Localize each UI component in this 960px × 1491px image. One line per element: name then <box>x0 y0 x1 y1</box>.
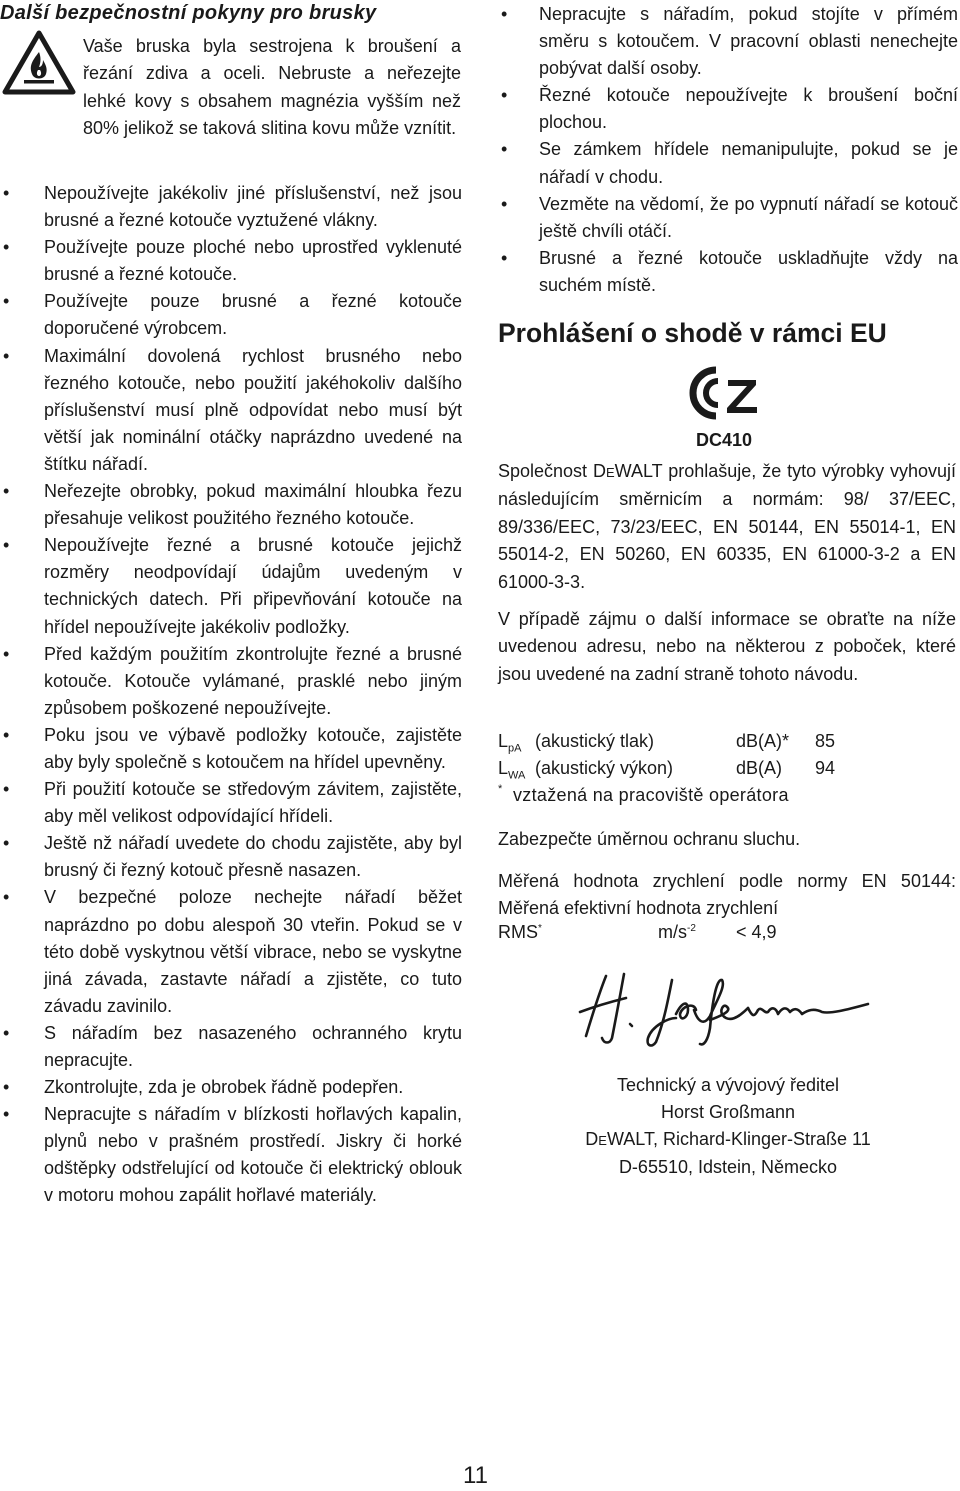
vibration-value-row: RMS* $m/s^{-2}$ < 4,9 <box>498 922 777 942</box>
model-number: DC410 <box>695 430 753 450</box>
list-item: • Nepracujte s nářadím v blízkosti hořlavých kapalin, plynů nebo v prašném prostředí. Jiskry či horké odštěpky odstřelující od kotouče či elektrický oblouk v motoru mohou zapálit hořlavé materiály. <box>0 1101 462 1209</box>
list-item: • Neřezejte obrobky, pokud maximální hloubka řezu přesahuje velikost použitého řezného kotouče. <box>0 478 462 532</box>
left-bullet-list <box>0 180 462 1210</box>
list-item: • Ještě nž nářadí uvedete do chodu zajistěte, aby byl brusný či řezný kotouč přesně nasazen. <box>0 830 462 884</box>
intro-text: Vaše bruska byla sestrojena k broušení a řezání zdiva a oceli. Nebruste a neřezejte lehké kovy s obsahem magnézia vyšším než 80% jelikož se taková slitina kovu může vznítit. <box>83 36 461 139</box>
signatory-block <box>498 1072 958 1181</box>
noise-table <box>498 728 958 809</box>
list-item: • Brusné a řezné kotouče uskladňujte vždy na suchém místě. <box>498 245 958 299</box>
list-item: • Poku jsou ve výbavě podložky kotouče, zajistěte aby byly společně s kotoučem na hřídel upevněny. <box>0 722 462 776</box>
declaration-title: Prohlášení o shodě v rámci EU <box>498 318 887 348</box>
hearing-protection-text: Zabezpečte úměrnou ochranu sluchu. <box>498 829 801 849</box>
list-item: • S nářadím bez nasazeného ochranného krytu nepracujte. <box>0 1020 462 1074</box>
compliance-text: Společnost DEWALT prohlašuje, že tyto výrobky vyhovují následujícím směrnicím a normám: 98/ 37/EEC, 89/336/EEC, 73/23/EEC, EN 50144, EN 55014-1, EN 55014-2, EN 50260, EN 60335, EN 61000-3-2 a EN 61000-3-3. <box>498 461 957 592</box>
contact-text: V případě zájmu o další informace se obraťte na níže uvedenou adresu, nebo na některou z poboček, které jsou uvedené na zadní straně tohoto návodu. <box>498 609 956 684</box>
list-item: • Zkontrolujte, zda je obrobek řádně podepřen. <box>0 1074 462 1101</box>
right-bullet-list <box>498 1 958 299</box>
fire-warning-icon <box>2 30 76 96</box>
company-address: DEWALT, Richard-Klinger-Straße 11 <box>585 1129 871 1149</box>
signature-image <box>576 966 876 1048</box>
page-number: 11 <box>463 1462 488 1489</box>
list-item: • Používejte pouze ploché nebo uprostřed vyklenuté brusné a řezné kotouče. <box>0 234 462 288</box>
list-item: • Před každým použitím zkontrolujte řezné a brusné kotouče. Kotouče vylámané, prasklé nebo jiným způsobem poškozené nepoužívejte. <box>0 641 462 722</box>
noise-footnote: * vztažená na pracoviště operátora <box>498 783 789 805</box>
list-item: • Při použití kotouče se středovým závitem, zajistěte, aby měl velikost odpovídající hřídeli. <box>0 776 462 830</box>
list-item: • Nepracujte s nářadím, pokud stojíte v přímém směru s kotoučem. V pracovní oblasti nenechejte pobývat další osoby. <box>498 1 958 82</box>
list-item: • Řezné kotouče nepoužívejte k broušení boční plochou. <box>498 82 958 136</box>
signatory-title: Technický a vývojový ředitel <box>616 1075 840 1095</box>
sound-power-row: $L_{WA}$ (akustický výkon) dB(A) 94 <box>498 758 836 782</box>
list-item: • Se zámkem hřídele nemanipulujte, pokud se je nářadí v chodu. <box>498 136 958 190</box>
list-item: • Nepoužívejte jakékoliv jiné příslušenství, než jsou brusné a řezné kotouče vyztužené vlákny. <box>0 180 462 234</box>
list-item: • Vezměte na vědomí, že po vypnutí nářadí se kotouč ještě chvíli otáčí. <box>498 191 958 245</box>
section-title: Další bezpečnostní pokyny pro brusky <box>0 2 377 24</box>
sound-pressure-row: $L_{pA}$ (akustický tlak) dB(A)* 85 <box>498 731 836 755</box>
cz-conformity-mark-icon <box>686 364 764 422</box>
vibration-text: Měřená hodnota zrychlení podle normy EN 50144: Měřená efektivní hodnota zrychlení <box>498 871 956 919</box>
company-city: D-65510, Idstein, Německo <box>618 1157 838 1177</box>
brand-name: DEWALT <box>592 461 663 481</box>
list-item: • Nepoužívejte řezné a brusné kotouče jejichž rozměry neodpovídají údajům uvedeným v technických datech. Při připevňování kotouče na hřídel nepoužívejte jakékoliv podložky. <box>0 532 462 640</box>
list-item: • Maximální dovolená rychlost brusného nebo řezného kotouče, nebo použití jakéhokoliv dalšího příslušenství musí plně odpovídat nebo musí být větší jak nominální otáčky naprázdno uvedené na štítku nářadí. <box>0 343 462 478</box>
list-item: • Používejte pouze brusné a řezné kotouče doporučené výrobcem. <box>0 288 462 342</box>
list-item: • V bezpečné poloze nechejte nářadí běžet naprázdno po dobu alespoň 30 vteřin. Pokud se v této době vyskytnou větší vibrace, nebo se vyskytne jiná závada, zastavte nářadí a zjistěte, co tuto závadu zavinilo. <box>0 884 462 1019</box>
signatory-name: Horst Großmann <box>660 1102 796 1122</box>
